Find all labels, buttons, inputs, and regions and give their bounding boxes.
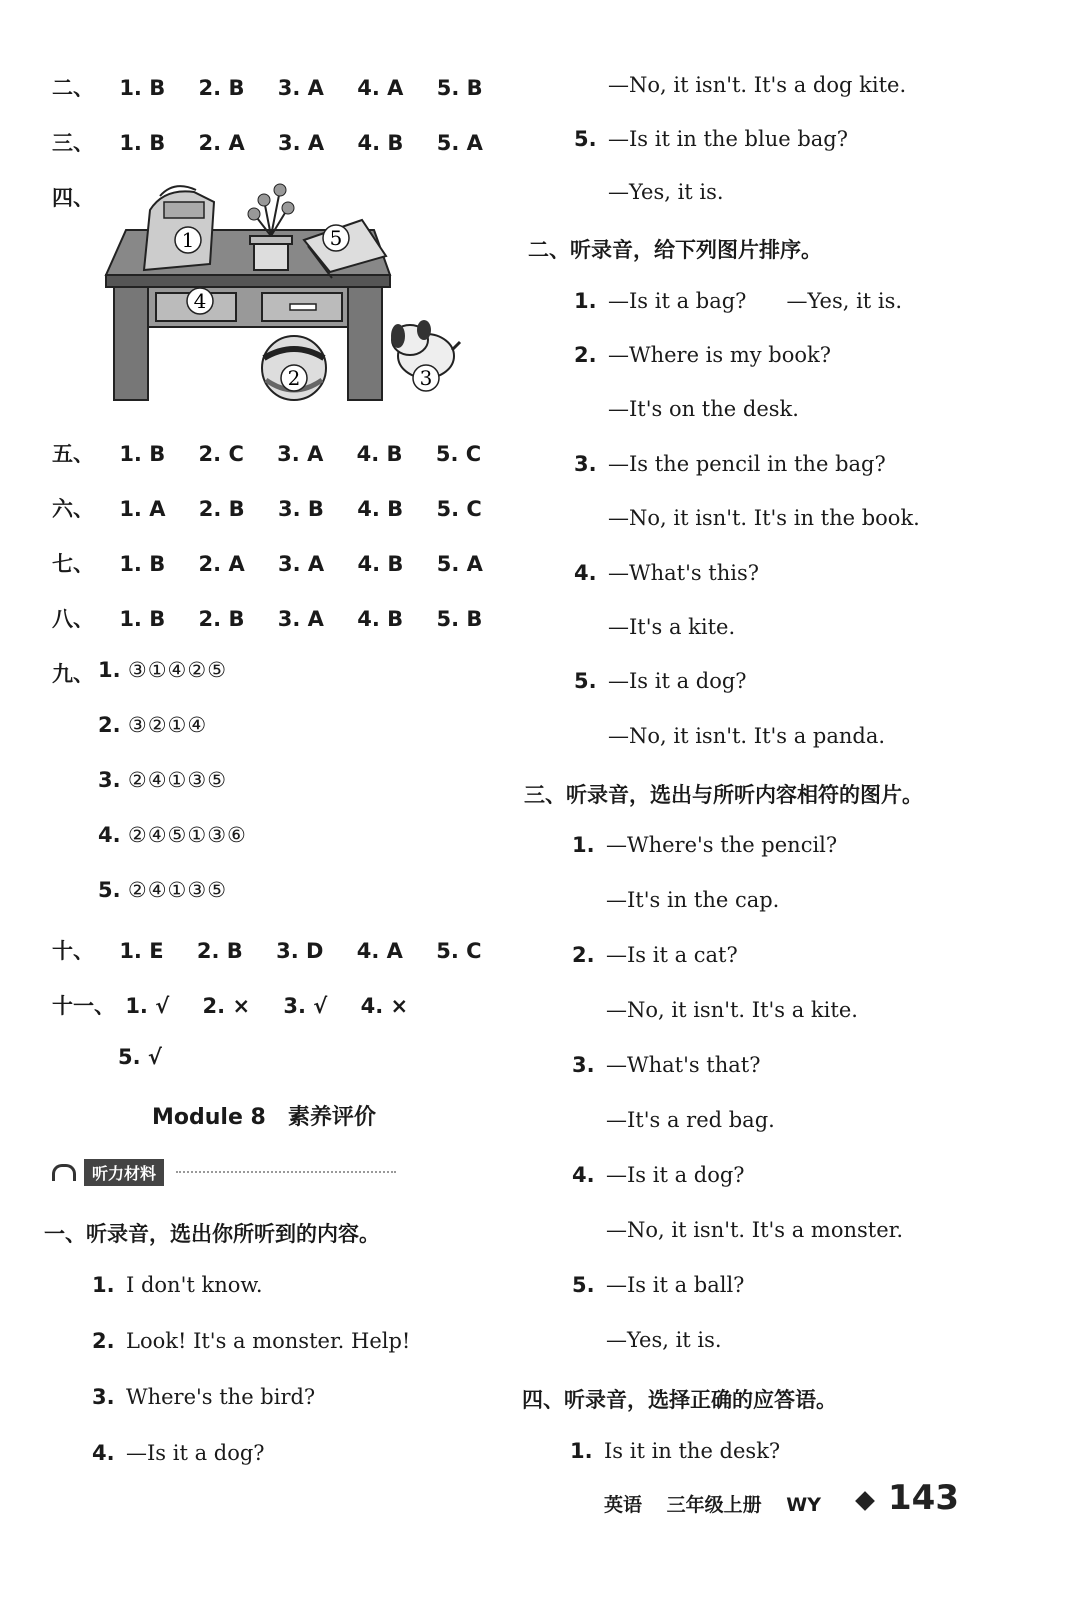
line-text: —It's in the cap. bbox=[606, 888, 780, 912]
listen-line bbox=[572, 1218, 903, 1242]
answer-item: 2. × bbox=[202, 994, 251, 1018]
row-number: 3. bbox=[98, 768, 121, 792]
section-number: 三、 bbox=[52, 131, 94, 155]
subject: 英语 bbox=[604, 1494, 643, 1516]
line-number: 5. bbox=[572, 1273, 595, 1297]
listen-line bbox=[572, 1053, 760, 1077]
answer-item: 3. B bbox=[278, 497, 324, 521]
answer-item: 4. × bbox=[360, 994, 409, 1018]
section-number: 九、 bbox=[52, 662, 94, 686]
line-text: —What's this? bbox=[608, 561, 760, 585]
sequence: ②④①③⑤ bbox=[127, 878, 228, 902]
answer-item: 3. A bbox=[278, 552, 325, 576]
answer-item: 1. B bbox=[119, 607, 166, 631]
answer-item: 4. B bbox=[357, 607, 404, 631]
answer-item: 3. A bbox=[277, 607, 324, 631]
line-text: —Yes, it is. bbox=[608, 180, 724, 204]
row-number: 1. bbox=[98, 658, 121, 682]
answer-item: 2. B bbox=[198, 497, 245, 521]
answer-item: 1. B bbox=[119, 76, 166, 100]
listen-section-3-heading: 三、听录音，选出与所听内容相符的图片。 bbox=[524, 783, 923, 807]
sequence-row bbox=[98, 713, 207, 737]
answer-row-7 bbox=[52, 548, 509, 578]
section-number: 六、 bbox=[52, 497, 94, 521]
answer-item: 1. E bbox=[119, 939, 164, 963]
listen-line bbox=[572, 943, 738, 967]
line-number: 3. bbox=[572, 1053, 595, 1077]
listen-line bbox=[92, 1385, 315, 1409]
line-number: 1. bbox=[572, 833, 595, 857]
line-text: —It's a kite. bbox=[608, 615, 736, 639]
section-number: 四、 bbox=[52, 186, 94, 210]
section-number: 十、 bbox=[52, 939, 94, 963]
line-text: Is it in the desk? bbox=[604, 1439, 781, 1463]
line-text: —Is it a dog? bbox=[608, 669, 747, 693]
answer-row-4 bbox=[52, 182, 112, 212]
line-number: 2. bbox=[574, 343, 597, 367]
answer-row-11 bbox=[52, 990, 434, 1020]
sequence: ③②①④ bbox=[127, 713, 208, 737]
dotted-divider bbox=[176, 1171, 396, 1173]
listen-line bbox=[574, 452, 886, 476]
line-number: 1. bbox=[574, 289, 597, 313]
answer-row-3 bbox=[52, 127, 509, 157]
line-text: —No, it isn't. It's a panda. bbox=[608, 724, 886, 748]
label-1: 1 bbox=[181, 228, 195, 252]
answer-item: 5. C bbox=[436, 939, 482, 963]
line-number: 4. bbox=[574, 561, 597, 585]
answer-item: 4. A bbox=[357, 76, 404, 100]
listen-section-2-heading: 二、听录音，给下列图片排序。 bbox=[528, 238, 822, 262]
answer-item: 1. B bbox=[119, 552, 166, 576]
line-text: I don't know. bbox=[126, 1273, 263, 1297]
row-number: 4. bbox=[98, 823, 121, 847]
line-text: —What's that? bbox=[606, 1053, 761, 1077]
answer-item: 5. A bbox=[436, 552, 483, 576]
answer-item: 3. A bbox=[277, 76, 324, 100]
line-number: 3. bbox=[574, 452, 597, 476]
section-number: 八、 bbox=[52, 607, 94, 631]
diamond-icon bbox=[855, 1491, 875, 1511]
listening-material-tag bbox=[52, 1158, 396, 1186]
answer-item: 5. B bbox=[436, 76, 483, 100]
page-number: 143 bbox=[888, 1478, 959, 1518]
listen-line bbox=[574, 73, 906, 97]
listen-line bbox=[574, 561, 759, 585]
label-3: 3 bbox=[419, 366, 433, 390]
line-text: —No, it isn't. It's in the book. bbox=[608, 506, 920, 530]
listen-line bbox=[574, 615, 735, 639]
answer-item: 1. A bbox=[119, 497, 166, 521]
line-number: 4. bbox=[92, 1441, 115, 1465]
line-number: 5. bbox=[574, 127, 597, 151]
page-footer bbox=[604, 1490, 839, 1517]
sequence-row bbox=[98, 768, 227, 792]
sequence-row bbox=[98, 658, 227, 682]
listen-line bbox=[92, 1329, 410, 1353]
listen-line bbox=[574, 343, 831, 367]
label-4: 4 bbox=[193, 289, 207, 313]
sequence-row bbox=[98, 823, 247, 847]
listen-section-1-heading: 一、听录音，选出你所听到的内容。 bbox=[44, 1222, 380, 1246]
listen-line bbox=[574, 289, 902, 313]
listen-section-4-heading: 四、听录音，选择正确的应答语。 bbox=[522, 1388, 837, 1412]
listen-line bbox=[574, 669, 747, 693]
answer-item: 1. √ bbox=[125, 994, 170, 1018]
section-number: 十一、 bbox=[52, 994, 115, 1018]
answer-item: 5. √ bbox=[118, 1045, 162, 1069]
answer-item: 5. B bbox=[436, 607, 483, 631]
answer-item: 2. B bbox=[198, 76, 245, 100]
line-text: —No, it isn't. It's a kite. bbox=[606, 998, 858, 1022]
sequence: ②④⑤①③⑥ bbox=[127, 823, 247, 847]
line-text: Look! It's a monster. Help! bbox=[126, 1329, 411, 1353]
line-text: —Is it a dog? bbox=[606, 1163, 745, 1187]
listen-line bbox=[572, 833, 837, 857]
answer-item: 2. B bbox=[196, 939, 243, 963]
answer-item: 5. C bbox=[435, 442, 482, 466]
line-text: —Is it a dog? bbox=[126, 1441, 265, 1465]
line-number: 2. bbox=[92, 1329, 115, 1353]
section-number: 二、 bbox=[52, 76, 94, 100]
answer-item: 4. B bbox=[357, 131, 404, 155]
answer-row-5 bbox=[52, 438, 507, 468]
label-2: 2 bbox=[287, 366, 301, 390]
listen-line bbox=[572, 1328, 722, 1352]
line-number: 1. bbox=[92, 1273, 115, 1297]
section-number: 七、 bbox=[52, 552, 94, 576]
line-text: —It's on the desk. bbox=[608, 397, 799, 421]
listen-line bbox=[574, 724, 885, 748]
line-number: 3. bbox=[92, 1385, 115, 1409]
answer-item: 4. A bbox=[356, 939, 403, 963]
line-text: Where's the bird? bbox=[126, 1385, 316, 1409]
grade: 三年级上册 bbox=[666, 1494, 762, 1516]
answer-item: 3. √ bbox=[283, 994, 328, 1018]
answer-item: 4. B bbox=[356, 442, 403, 466]
listen-line bbox=[572, 1273, 744, 1297]
line-number: 2. bbox=[572, 943, 595, 967]
listen-line bbox=[574, 127, 848, 151]
line-text: —No, it isn't. It's a monster. bbox=[606, 1218, 904, 1242]
answer-row-6 bbox=[52, 493, 508, 523]
answer-item: 2. B bbox=[198, 607, 245, 631]
line-number: 5. bbox=[574, 669, 597, 693]
answer-item: 4. B bbox=[357, 497, 404, 521]
sequence-row bbox=[98, 878, 227, 902]
line-text: —Is it a cat? bbox=[606, 943, 738, 967]
edition: WY bbox=[786, 1494, 821, 1516]
line-text: —Is it a ball? bbox=[606, 1273, 745, 1297]
answer-item: 2. A bbox=[198, 131, 245, 155]
module-heading bbox=[152, 1100, 376, 1131]
section-number: 五、 bbox=[52, 442, 94, 466]
line-text: —Where is my book? bbox=[608, 343, 832, 367]
listen-line bbox=[572, 1163, 745, 1187]
listen-line bbox=[92, 1441, 265, 1465]
answer-item: 3. D bbox=[276, 939, 324, 963]
answer-row-10 bbox=[52, 935, 508, 965]
answer-item: 3. A bbox=[278, 131, 325, 155]
line-text: —Is the pencil in the bag? bbox=[608, 452, 886, 476]
line-number: 4. bbox=[572, 1163, 595, 1187]
listen-line bbox=[572, 1108, 775, 1132]
tag-label: 听力材料 bbox=[84, 1159, 164, 1186]
line-text: —Is it in the blue bag? bbox=[608, 127, 849, 151]
answer-item: 5. C bbox=[436, 497, 482, 521]
listen-line bbox=[572, 888, 779, 912]
row-number: 2. bbox=[98, 713, 121, 737]
module-subtitle: 素养评价 bbox=[287, 1105, 376, 1130]
desk-scene-illustration bbox=[104, 180, 464, 405]
answer-item: 3. A bbox=[277, 442, 324, 466]
answer-item: 1. B bbox=[119, 131, 166, 155]
line-text: —Is it a bag? —Yes, it is. bbox=[608, 289, 903, 313]
listen-line bbox=[574, 180, 724, 204]
listen-line bbox=[92, 1273, 263, 1297]
answer-item: 2. A bbox=[198, 552, 245, 576]
answer-item: 1. B bbox=[119, 442, 166, 466]
line-text: —It's a red bag. bbox=[606, 1108, 775, 1132]
line-number: 1. bbox=[570, 1439, 593, 1463]
line-text: —No, it isn't. It's a dog kite. bbox=[608, 73, 907, 97]
answer-item: 2. C bbox=[198, 442, 244, 466]
label-5: 5 bbox=[329, 226, 343, 250]
row-number: 5. bbox=[98, 878, 121, 902]
answer-row-8 bbox=[52, 603, 508, 633]
line-text: —Where's the pencil? bbox=[606, 833, 838, 857]
answer-row-2 bbox=[52, 72, 509, 102]
listen-line bbox=[570, 1439, 780, 1463]
line-text: —Yes, it is. bbox=[606, 1328, 722, 1352]
headphones-icon bbox=[52, 1164, 76, 1181]
listen-line bbox=[572, 998, 858, 1022]
sequence: ②④①③⑤ bbox=[127, 768, 228, 792]
listen-line bbox=[574, 506, 920, 530]
answer-item: 4. B bbox=[357, 552, 404, 576]
listen-line bbox=[574, 397, 799, 421]
sequence: ③①④②⑤ bbox=[127, 658, 228, 682]
module-title: Module 8 bbox=[152, 1105, 266, 1130]
answer-item: 5. A bbox=[436, 131, 483, 155]
